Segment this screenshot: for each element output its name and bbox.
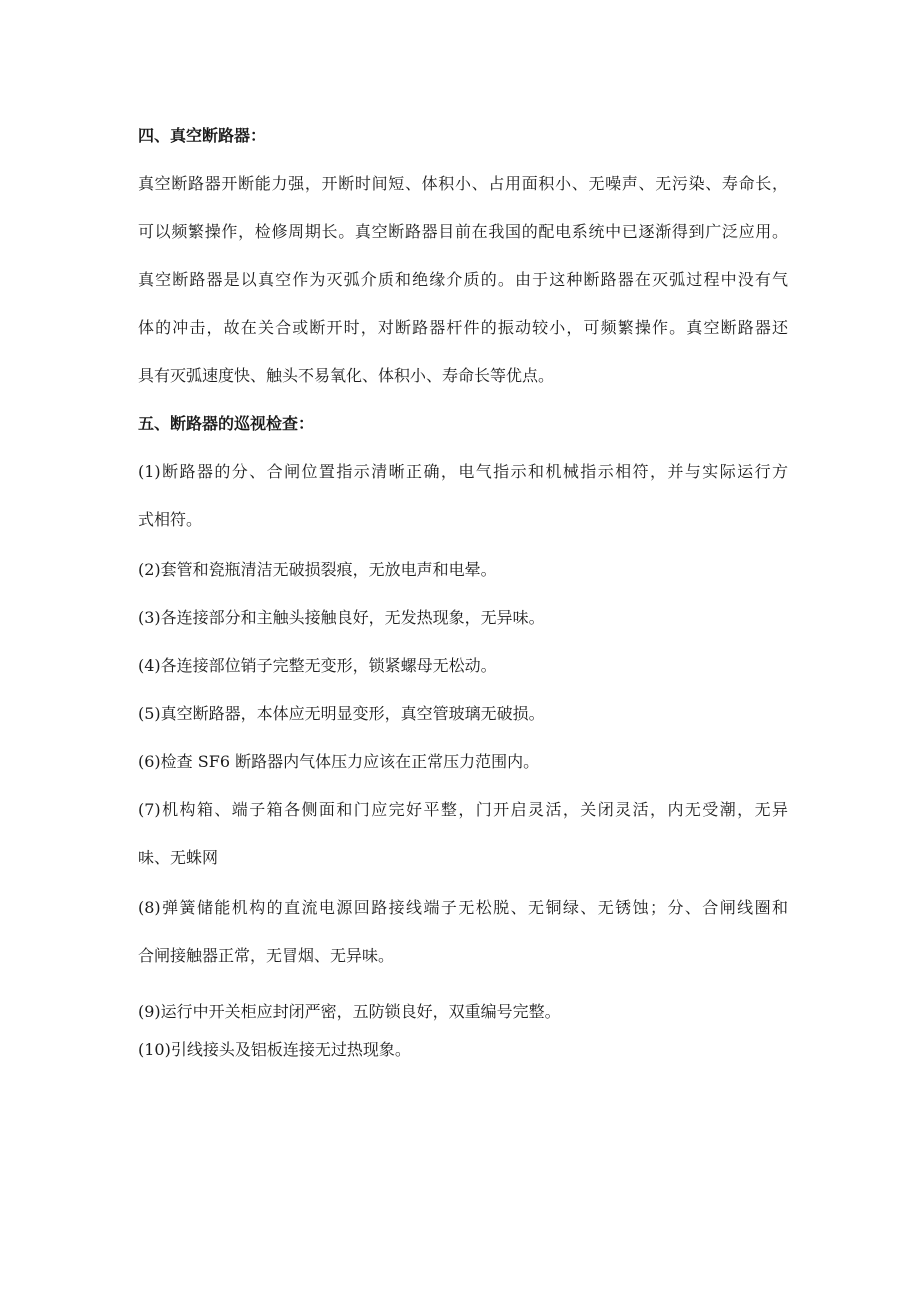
list-item: (9)运行中开关柜应封闭严密，五防锁良好，双重编号完整。 xyxy=(138,1002,561,1021)
paragraph-line: 真空断路器开断能力强，开断时间短、体积小、占用面积小、无噪声、无污染、寿命长， xyxy=(138,174,788,193)
paragraph-line: 可以频繁操作，检修周期长。真空断路器目前在我国的配电系统中已逐渐得到广泛应用。 xyxy=(138,222,788,241)
paragraph-line: 具有灭弧速度快、触头不易氧化、体积小、寿命长等优点。 xyxy=(138,366,555,385)
list-item: (8)弹簧储能机构的直流电源回路接线端子无松脱、无铜绿、无锈蚀；分、合闸线圈和 xyxy=(138,898,788,917)
list-item: (6)检查 SF6 断路器内气体压力应该在正常压力范围内。 xyxy=(138,752,540,771)
list-item: (3)各连接部分和主触头接触良好，无发热现象，无异味。 xyxy=(138,608,545,627)
list-item: (2)套管和瓷瓶清洁无破损裂痕，无放电声和电晕。 xyxy=(138,560,497,579)
section-4-heading: 四、真空断路器： xyxy=(138,126,267,145)
list-item: (10)引线接头及铝板连接无过热现象。 xyxy=(138,1040,411,1059)
section-5-heading: 五、断路器的巡视检查： xyxy=(138,414,315,433)
list-item: (7)机构箱、端子箱各侧面和门应完好平整，门开启灵活，关闭灵活，内无受潮，无异 xyxy=(138,800,788,819)
list-item: (1)断路器的分、合闸位置指示清晰正确，电气指示和机械指示相符，并与实际运行方 xyxy=(138,462,788,481)
list-item-continuation: 式相符。 xyxy=(138,510,203,529)
list-item: (5)真空断路器，本体应无明显变形，真空管玻璃无破损。 xyxy=(138,704,545,723)
list-item: (4)各连接部位销子完整无变形，锁紧螺母无松动。 xyxy=(138,656,497,675)
list-item-continuation: 合闸接触器正常，无冒烟、无异味。 xyxy=(138,946,395,965)
list-item-continuation: 味、无蛛网 xyxy=(138,848,219,867)
paragraph-line: 体的冲击，故在关合或断开时，对断路器杆件的振动较小，可频繁操作。真空断路器还 xyxy=(138,318,788,337)
paragraph-line: 真空断路器是以真空作为灭弧介质和绝缘介质的。由于这种断路器在灭弧过程中没有气 xyxy=(138,270,788,289)
